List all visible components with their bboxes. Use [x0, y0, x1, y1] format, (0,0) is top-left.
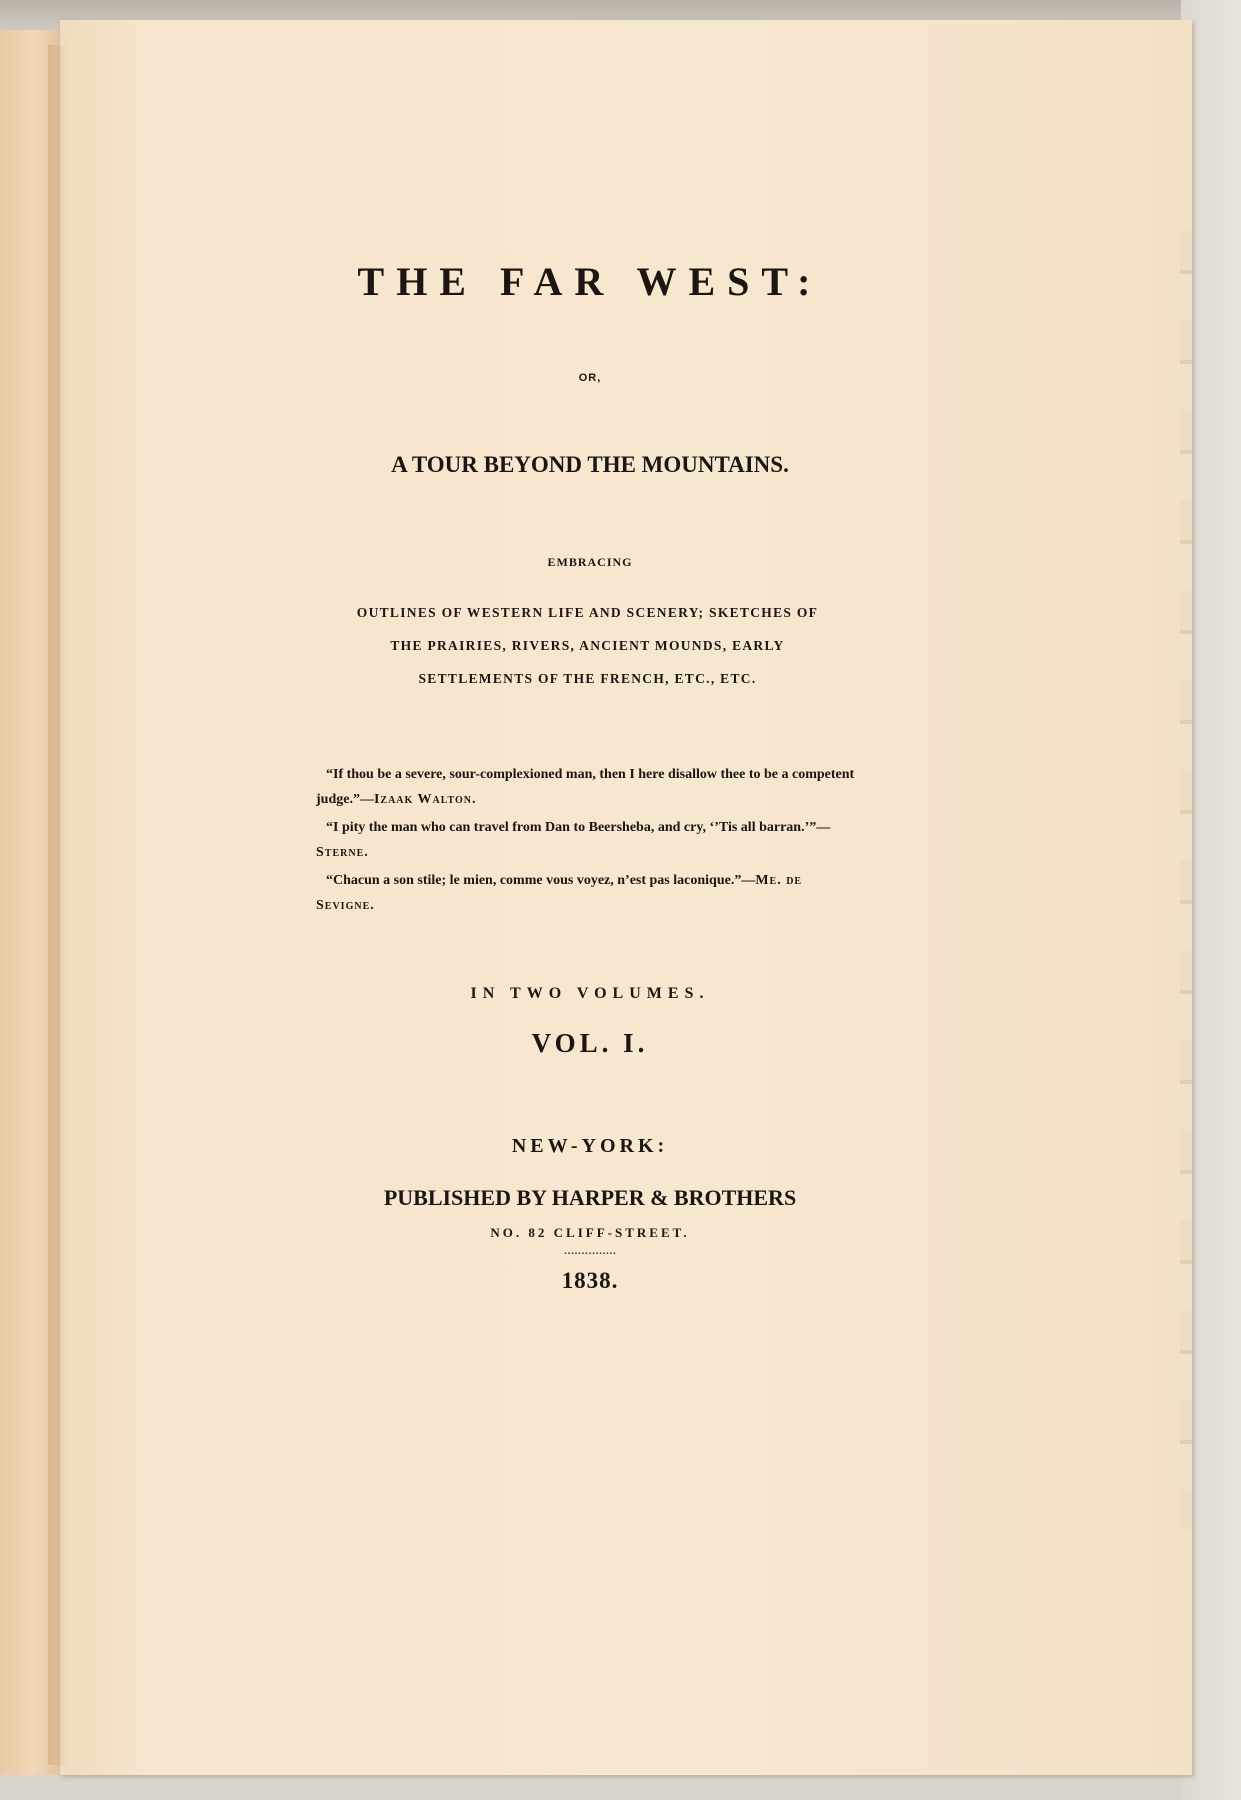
page-gutter: [48, 45, 68, 1765]
epigraph-attribution: Sterne.: [316, 845, 369, 860]
or-separator: OR,: [578, 372, 602, 384]
publication-city: NEW-YORK:: [511, 1135, 669, 1157]
epigraph: [316, 815, 856, 865]
epigraph-attribution: Me. de Sevigne.: [316, 873, 803, 913]
epigraphs: [316, 762, 856, 921]
embracing-line: OUTLINES OF WESTERN LIFE AND SCENERY; SKETCHES OF: [356, 605, 819, 620]
epigraph-attribution: Izaak Walton.: [373, 792, 477, 807]
epigraph: [316, 762, 856, 812]
deckled-page-edge: [1180, 230, 1192, 1530]
publisher-address: NO. 82 CLIFF-STREET.: [490, 1225, 690, 1240]
book-title: THE FAR WEST:: [357, 259, 823, 304]
volumes-note: IN TWO VOLUMES.: [470, 985, 710, 1002]
epigraph-text: “I pity the man who can travel from Dan to Beersheba, and cry, ‘’Tis all barran.’”—: [326, 820, 831, 835]
embracing-line: SETTLEMENTS OF THE FRENCH, ETC., ETC.: [418, 671, 757, 686]
book-subtitle: A TOUR BEYOND THE MOUNTAINS.: [391, 452, 789, 477]
publisher: PUBLISHED BY HARPER & BROTHERS: [383, 1185, 797, 1210]
epigraph-text: “If thou be a severe, sour-complexioned man, then I here disallow thee to be a competent judge.”—: [316, 767, 855, 807]
dotted-divider: ...............: [563, 1243, 617, 1258]
volume-number: VOL. I.: [531, 1028, 649, 1058]
embracing-description: [315, 596, 860, 695]
embracing-label: EMBRACING: [547, 555, 633, 569]
embracing-line: THE PRAIRIES, RIVERS, ANCIENT MOUNDS, EARLY: [390, 638, 785, 653]
epigraph: [316, 868, 856, 918]
publication-year: 1838.: [561, 1268, 619, 1293]
epigraph-text: “Chacun a son stile; le mien, comme vous voyez, n’est pas laconique.”—: [326, 873, 756, 888]
